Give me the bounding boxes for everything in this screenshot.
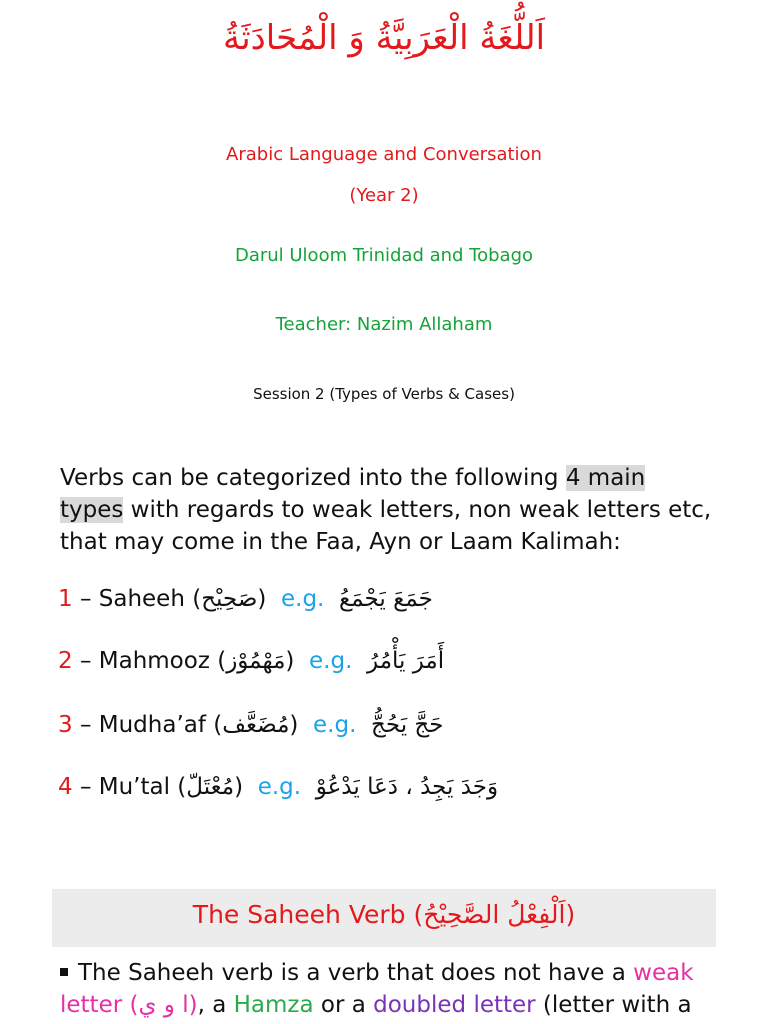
year-label: (Year 2) (349, 185, 419, 206)
section-title: The Saheeh Verb (اَلْفِعْلُ الصَّحِيْحُ) (192, 900, 576, 929)
verb-type-number: 4 (58, 774, 73, 800)
verb-example: جَمَعَ يَجْمَعُ (338, 586, 433, 612)
bullet-text: The Saheeh verb is a verb that does not have a (78, 960, 634, 986)
verb-type-row (58, 648, 444, 674)
bullet-text: (letter with a (535, 992, 692, 1018)
school-name: Darul Uloom Trinidad and Tobago (234, 245, 534, 266)
bullet-square-icon (60, 968, 68, 976)
verb-type-label: – Mudha’af (مُضَعَّف) (72, 712, 299, 738)
verb-type-number: 2 (58, 648, 73, 674)
weak-letter-text: weak letter (ا و ي) (60, 960, 694, 1018)
bullet-text: , a (197, 992, 234, 1018)
doubled-letter-text: doubled letter (373, 992, 536, 1018)
highlight-4-main: 4 main (565, 465, 646, 491)
verb-type-label: – Saheeh (صَحِيْح) (72, 586, 267, 612)
verb-type-row (58, 586, 433, 612)
verb-type-label: – Mahmooz (مَهْمُوْز) (72, 648, 295, 674)
intro-text-1: Verbs can be categorized into the following (60, 465, 566, 491)
eg-label: e.g. (257, 774, 302, 800)
verb-type-row (58, 712, 444, 738)
verb-type-number: 1 (58, 586, 73, 612)
eg-label: e.g. (313, 712, 357, 738)
arabic-title: اَللُّغَةُ الْعَرَبِيَّةُ وَ الْمُحَادَثَةُ (222, 18, 546, 58)
course-title: Arabic Language and Conversation (226, 144, 542, 165)
hamza-text: Hamza (233, 992, 314, 1018)
session-title: Session 2 (Types of Verbs & Cases) (253, 385, 515, 403)
verb-example: وَجَدَ يَجِدُ ، دَعَا يَدْعُوْ (315, 774, 499, 800)
intro-paragraph (60, 462, 720, 558)
verb-example: أَمَرَ يَأْمُرُ (367, 648, 445, 674)
verb-type-label: – Mu’tal (مُعْتَلّ) (72, 774, 244, 800)
verb-type-row (58, 774, 498, 800)
eg-label: e.g. (309, 648, 353, 674)
intro-text-2: with regards to weak letters, non weak letters etc, that may come in the Faa, Ayn or Laam Kalimah: (60, 497, 712, 555)
highlight-types: types (60, 497, 124, 523)
verb-example: حَجَّ يَحُجُّ (371, 712, 444, 738)
eg-label: e.g. (280, 586, 325, 612)
bullet-text: or a (313, 992, 374, 1018)
verb-type-number: 3 (58, 712, 73, 738)
bullet-paragraph (60, 957, 740, 1021)
teacher-name: Teacher: Nazim Allaham (275, 314, 493, 335)
